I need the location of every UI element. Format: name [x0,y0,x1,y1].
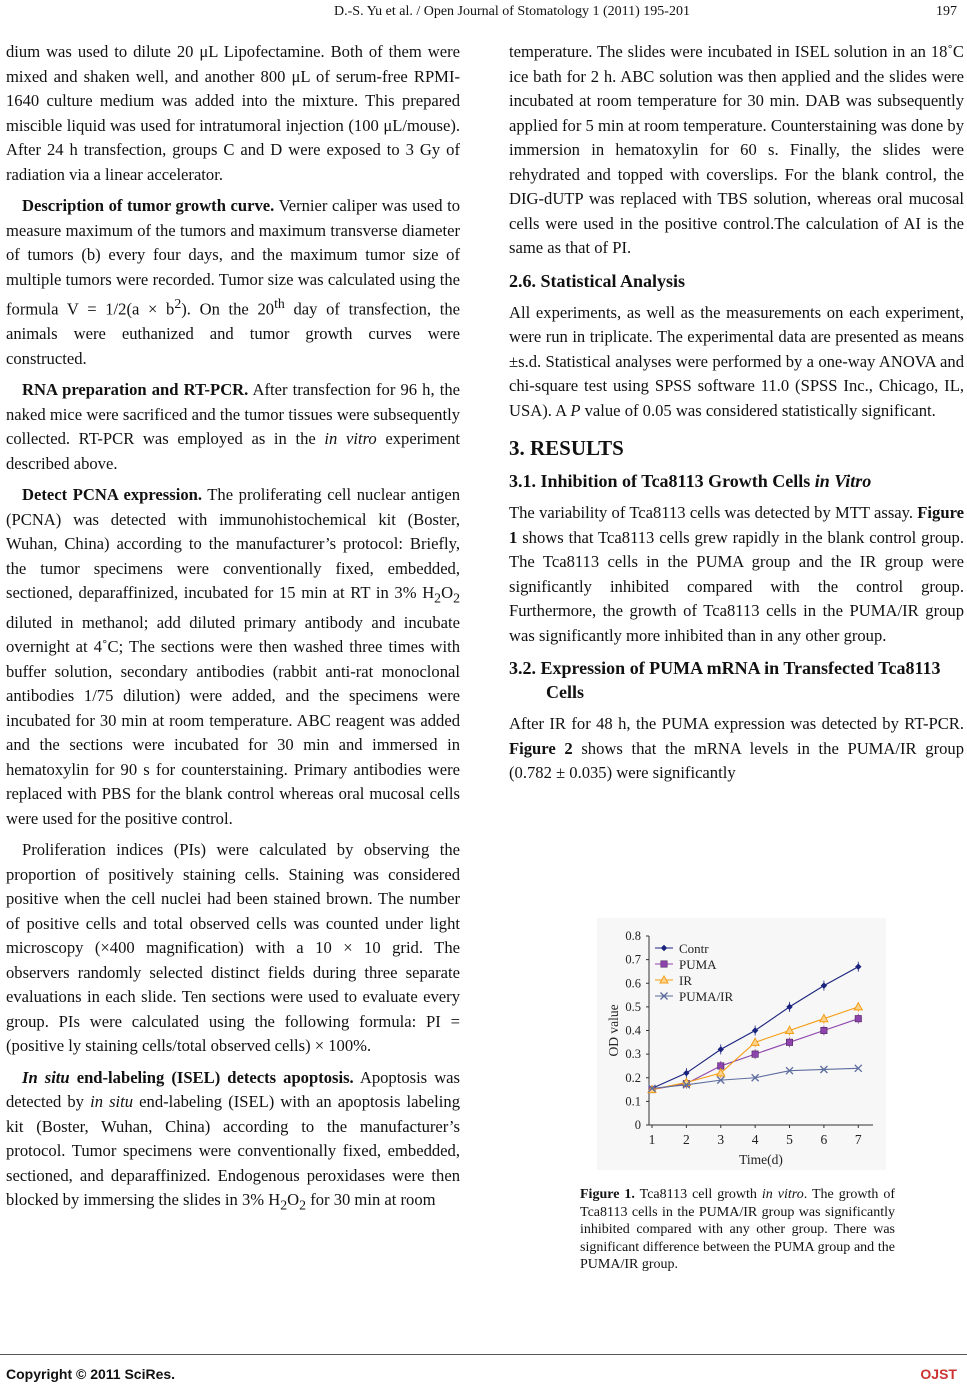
legend-marker [661,961,667,967]
legend-label: PUMA/IR [679,989,734,1004]
paragraph: The variability of Tca8113 cells was detected by MTT assay. Figure 1 shows that Tca8113 cells grew rapidly in the blank control group. The Tca8113 cells in the PUMA group and the IR group were significantly inhibited compared with the control group. Furthermore, the growth of Tca8113 cells in the PUMA/IR group was significantly more inhibited than in any other group. [509,503,964,645]
y-tick-label: 0.4 [625,1023,641,1038]
paragraph: Detect PCNA expression. The proliferating cell nuclear antigen (PCNA) was detected with immunohistochemical kit (Boster, Wuhan, China) according to the manufacturer’s protocol: Briefly, the tumor specimens were conventionally fixed, embedded, sectioned, deparaffinized, incubated for 15 min at RT in 3% $H_2O_2$ diluted in methanol; add diluted primary antibody and incubate overnight at 4˚C; The sections were then washed three times with buffer solution, secondary antibodies (rabbit anti-rat monoclonal antibodies 1/75 dilution) were added, and the specimens were incubated for 30 min at room temperature. ABC reagent was added and the sections were incubated for 30 min and immersed in hematoxylin for 90 s for counterstaining. Primary antibodies were replaced with PBS for the blank control whereas oral mucosal cells were used for the positive control. [6,485,460,828]
data-point [855,964,861,970]
data-point [854,1003,862,1010]
line-chart [597,918,886,1170]
footer-journal: OJST [920,1366,957,1382]
legend-label: PUMA [679,957,717,972]
section-heading: 3. RESULTS [509,436,624,460]
subsection-heading: 3.2. Expression of PUMA mRNA in Transfected Tca8113 Cells [509,658,941,702]
figure-caption: Figure 1. Tca8113 cell growth in vitro. The growth of Tca8113 cells in the PUMA/IR group was significantly inhibited compared with any other group. There was significant difference between the PUMA group and the PUMA/IR group. [580,1187,895,1272]
legend-label: Contr [679,941,709,956]
data-point [821,1027,827,1033]
data-point [683,1070,689,1076]
page-number: 197 [936,4,957,19]
x-tick-label: 3 [717,1132,725,1147]
legend-marker [661,945,667,951]
y-tick-label: 0.6 [625,976,641,991]
y-tick-label: 0.5 [625,999,641,1014]
y-tick-label: 0 [634,1118,641,1132]
x-tick-label: 4 [751,1132,759,1147]
paragraph: RNA preparation and RT-PCR. After transfection for 96 h, the naked mice were sacrificed and the tumor tissues were subsequently collected. RT-PCR was employed as in the in vitro experiment described above. [6,380,461,473]
paragraph: Proliferation indices (PIs) were calculated by observing the proportion of positively staining cells. Staining was considered positive when the cell nuclei had been stained brown. The number of positive cells and total observed cells was counted under light microscopy (×400 magnification) with a 10 × 10 grid. The observers randomly selected distinct fields during three separate evaluations in each slide. Ten sections were used to evaluate every group. PIs were calculated using the following formula: PI = (positive ly staining cells/total observed cells) × 100%. [6,840,460,1056]
data-point [752,1027,758,1033]
footer-copyright: Copyright © 2011 SciRes. [6,1366,176,1382]
x-tick-label: 5 [786,1132,793,1147]
data-point [786,1039,792,1045]
paragraph: dium was used to dilute 20 μL Lipofectamine. Both of them were mixed and shaken well, and another 800 μL of serum-free RPMI-1640 culture medium was added into the mixture. This prepared miscible liquid was used for intratumoral injection (100 μL/mouse). After 24 h transfection, groups C and D were exposed to 3 Gy of radiation via a linear accelerator. [6,42,460,184]
run-in-heading: Description of tumor growth curve. [22,196,275,215]
data-point [821,982,827,988]
paragraph: temperature. The slides were incubated in ISEL solution in an 18˚C ice bath for 2 h. ABC solution was then applied and the slides were incubated at room temperature for 30 min. DAB was subsequently applied for 5 min at room temperature. Counterstaining was done by immersion in hematoxylin for 60 s. Finally, the slides were rehydrated and topped with coverslips. For the blank control, the DIG-dUTP was replaced with TBS solution, whereas oral mucosal cells were used in the positive control.The calculation of AI is the same as that of PI. [509,42,964,257]
legend-label: IR [679,973,692,988]
data-point [752,1051,758,1057]
x-axis-label: Time(d) [739,1152,783,1167]
x-tick-label: 6 [820,1132,828,1147]
data-point [718,1046,724,1052]
y-tick-label: 0.1 [625,1094,641,1109]
y-tick-label: 0.8 [625,929,641,943]
run-in-heading: RNA preparation and RT-PCR. [22,380,249,400]
paragraph: Description of tumor growth curve. Vernier caliper was used to measure maximum of the tumors and maximum transverse diameter of tumors (b) every four days, and the maximum tumor size of multiple tumors were recorded. Tumor size was calculated using the formula $V = 1/2(a \times b^2)$. On the 20th day of transfection, the animals were euthanized and tumor growth curves were constructed. [6,196,461,368]
y-tick-label: 0.2 [625,1070,641,1085]
footer-rule [0,1354,967,1355]
data-point [855,1015,861,1021]
left-column [6,40,460,1225]
x-tick-label: 2 [683,1132,690,1147]
subsection-heading: 3.1. Inhibition of Tca8113 Growth Cells in Vitro [509,471,872,491]
x-tick-label: 1 [648,1132,656,1147]
paragraph: After IR for 48 h, the PUMA expression was detected by RT-PCR. Figure 2 shows that the mRNA levels in the PUMA/IR group (0.782 ± 0.035) were significantly [509,714,964,782]
paragraph: In situ end-labeling (ISEL) detects apoptosis. Apoptosis was detected by in situ end-labeling (ISEL) with an apoptosis labeling kit (Boster, Wuhan, China) according to the manufacturer’s protocol. Tumor specimens were conventionally fixed, embedded, sectioned, and deparaffinized. Endogenous peroxidases were then blocked by immersing the slides in 3% $H_2O_2$ for 30 min at room [6,1067,460,1213]
y-axis-label: OD value [606,1004,621,1057]
run-in-heading: end-labeling (ISEL) detects apoptosis. [69,1067,354,1087]
x-tick-label: 7 [854,1132,862,1147]
data-point [786,1004,792,1010]
y-tick-label: 0.7 [625,952,641,967]
right-column [509,40,964,793]
section-heading: 2.6. Statistical Analysis [509,270,686,291]
figure-1 [597,918,886,1170]
running-header: D.-S. Yu et al. / Open Journal of Stomatology 1 (2011) 195-201 [334,4,690,19]
y-tick-label: 0.3 [625,1047,641,1062]
run-in-heading: Detect PCNA expression. [22,485,202,505]
paragraph: All experiments, as well as the measurements on each experiment, were run in triplicate. The experimental data are presented as means ±s.d. Statistical analyses were performed by a one-way ANOVA and chi-square test using SPSS software 11.0 (SPSS Inc., Chicago, IL, USA). A P value of 0.05 was considered statistically significant. [509,302,964,420]
